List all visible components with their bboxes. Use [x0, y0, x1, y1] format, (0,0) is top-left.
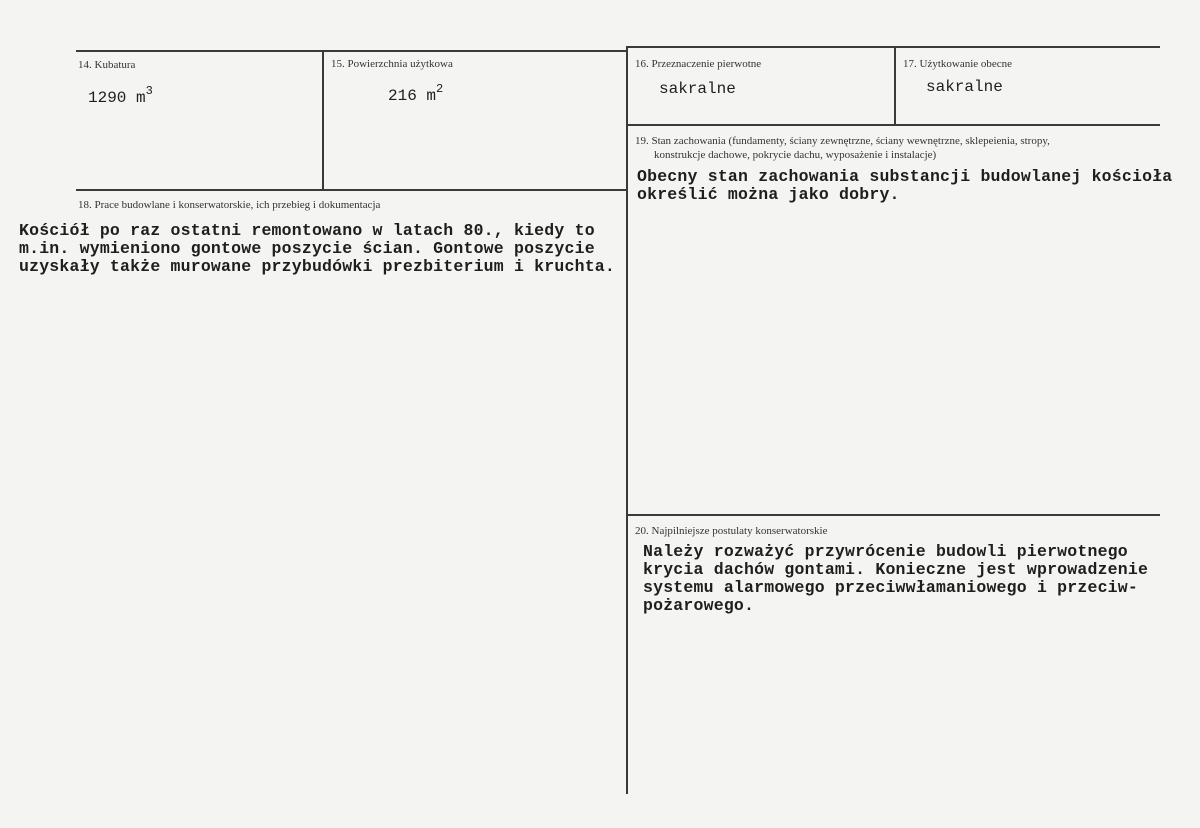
rule-top-left — [76, 50, 626, 52]
field-20-label: 20. Najpilniejsze postulaty konserwatorskie — [635, 525, 828, 537]
field-18-text — [19, 222, 615, 276]
field-20-line: systemu alarmowego przeciwwłamaniowego i przeciw- — [643, 578, 1138, 597]
rule-h-19-top — [626, 124, 1160, 126]
field-20-text — [643, 543, 1148, 615]
rule-h-20-top — [626, 514, 1160, 516]
field-18-label: 18. Prace budowlane i konserwatorskie, ich przebieg i dokumentacja — [78, 199, 381, 211]
field-19-label-line: konstrukcje dachowe, pokrycie dachu, wyposażenie i instalacje) — [654, 149, 937, 161]
field-20-line: krycia dachów gontami. Konieczne jest wprowadzenie — [643, 560, 1149, 579]
field-17-label: 17. Użytkowanie obecne — [903, 58, 1013, 70]
field-14-exponent: 3 — [145, 84, 153, 98]
field-20-line: Należy rozważyć przywrócenie budowli pierwotnego — [643, 542, 1128, 561]
field-16-value: sakralne — [659, 80, 736, 98]
field-15-label: 15. Powierzchnia użytkowa — [331, 58, 453, 70]
rule-h-18-top — [76, 189, 626, 191]
field-15-number: 216 m — [388, 87, 437, 105]
field-19-label — [635, 134, 1050, 162]
field-19-line: określić można jako dobry. — [637, 185, 900, 204]
rule-v-center — [626, 46, 628, 794]
rule-v-16-17 — [894, 46, 896, 125]
field-14-number: 1290 m — [88, 89, 146, 107]
field-15-exponent: 2 — [436, 82, 444, 96]
field-14-label: 14. Kubatura — [78, 59, 136, 71]
field-19-label-line: 19. Stan zachowania (fundamenty, ściany zewnętrzne, ściany wewnętrzne, sklepeienia, stropy, — [635, 135, 1050, 147]
field-16-label: 16. Przeznaczenie pierwotne — [635, 58, 762, 70]
field-20-line: pożarowego. — [643, 596, 755, 615]
field-18-line: uzyskały także murowane przybudówki prezbiterium i kruchta. — [19, 257, 615, 276]
field-19-line: Obecny stan zachowania substancji budowlanej kościoła — [637, 167, 1173, 186]
field-18-line: Kościół po raz ostatni remontowano w latach 80., kiedy to — [19, 221, 595, 240]
field-14-value — [88, 84, 153, 107]
field-17-value: sakralne — [926, 78, 1003, 96]
rule-top-right — [626, 46, 1160, 48]
field-18-line: m.in. wymieniono gontowe poszycie ścian. Gontowe poszycie — [19, 239, 595, 258]
field-15-value — [388, 82, 443, 105]
field-19-text — [637, 168, 1172, 204]
rule-v-14-15 — [322, 50, 324, 191]
